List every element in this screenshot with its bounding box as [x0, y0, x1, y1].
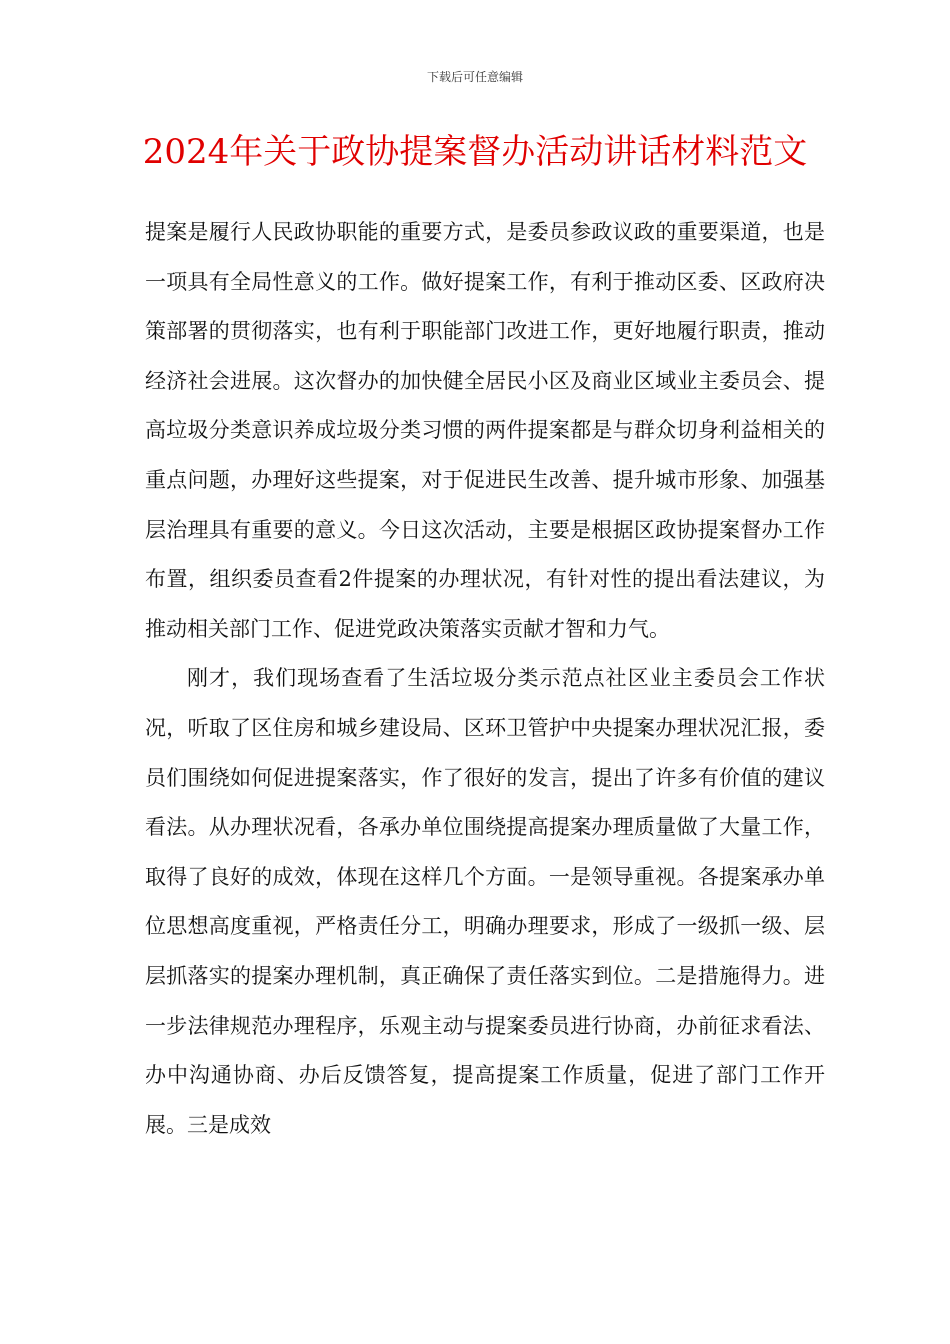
paragraph-1: 提案是履行人民政协职能的重要方式，是委员参政议政的重要渠道，也是一项具有全局性意义的工作。做好提案工作，有利于推动区委、区政府决策部署的贯彻落实，也有利于职能部门改进工作，更好地履行职责，推动经济社会进展。这次督办的加快健全居民小区及商业区域业主委员会、提高垃圾分类意识养成垃圾分类习惯的两件提案都是与群众切身利益相关的重点问题，办理好这些提案，对于促进民生改善、提升城市形象、加强基层治理具有重要的意义。今日这次活动，主要是根据区政协提案督办工作布置，组织委员查看2件提案的办理状况，有针对性的提出看法建议，为推动相关部门工作、促进党政决策落实贡献才智和力气。: [145, 220, 825, 641]
document-body: [145, 208, 825, 1150]
document-title: 2024年关于政协提案督办活动讲话材料范文: [142, 132, 808, 172]
header-note: 下载后可任意编辑: [426, 70, 523, 84]
paragraph-2: 刚才，我们现场查看了生活垃圾分类示范点社区业主委员会工作状况，听取了区住房和城乡建设局、区环卫管护中央提案办理状况汇报，委员们围绕如何促进提案落实，作了很好的发言，提出了许多有价值的建议看法。从办理状况看，各承办单位围绕提高提案办理质量做了大量工作，取得了良好的成效，体现在这样几个方面。一是领导重视。各提案承办单位思想高度重视，严格责任分工，明确办理要求，形成了一级抓一级、层层抓落实的提案办理机制，真正确保了责任落实到位。二是措施得力。进一步法律规范办理程序，乐观主动与提案委员进行协商，办前征求看法、办中沟通协商、办后反馈答复，提高提案工作质量，促进了部门工作开展。三是成效: [145, 666, 825, 1137]
